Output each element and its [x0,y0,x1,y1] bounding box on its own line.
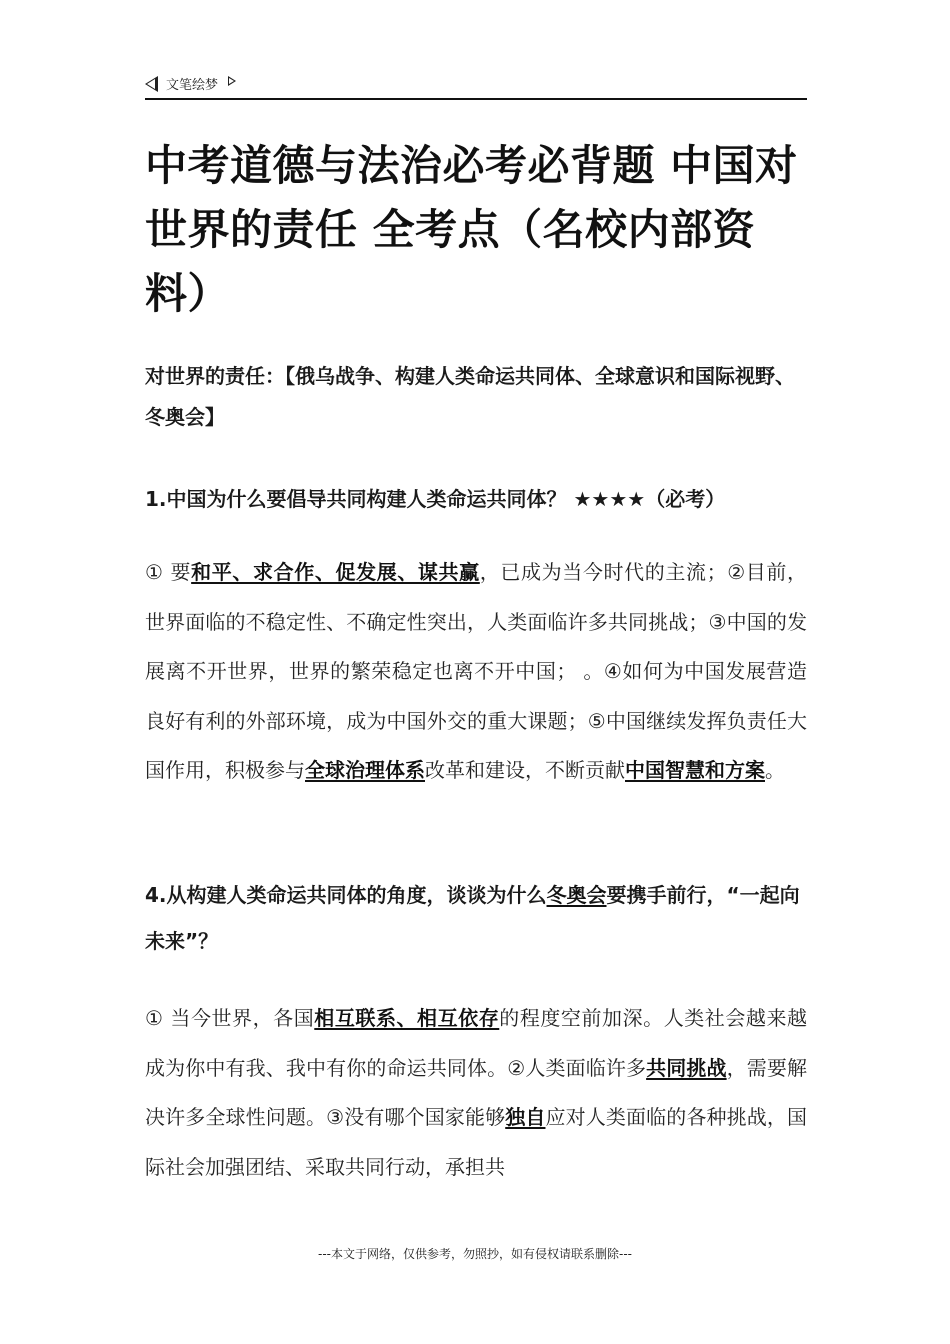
section-heading: 对世界的责任：【俄乌战争、构建人类命运共同体、全球意识和国际视野、冬奥会】 [145,364,795,429]
answer-4-text: ，需要解决许多全球性问题。③没有哪个国家能够 [145,1055,808,1130]
answer-1-keyword: 和平、求合作、促发展、谋共赢 [191,560,480,584]
answer-1-text: 。 [765,758,785,783]
answer-4-keyword: 共同挑战 [646,1055,727,1080]
answer-4-keyword: 相互联系、相互依存 [314,1006,500,1030]
question-4-text: 4.从构建人类命运共同体的角度，谈谈为什么 [145,883,547,907]
header-brand-row [145,74,236,93]
answer-4-text: 应对人类面临的各种挑战，国际社会加强团结、采取共同行动，承担共 [145,1105,808,1179]
answer-1-keyword: 中国智慧和方案 [625,758,765,783]
page-footer: ---本文于网络，仅供参考，勿照抄，如有侵权请联系删除--- [318,1247,632,1261]
left-triangle-icon [145,76,158,92]
right-triangle-icon [228,76,236,86]
brand-name: 文笔绘梦 [166,78,219,93]
answer-4 [145,994,807,1192]
answer-1 [145,548,807,796]
answer-4-keyword: 独自 [505,1105,546,1130]
question-4-keyword: 冬奥会 [546,883,607,907]
page-header [145,72,807,100]
question-4 [145,872,807,964]
answer-1-text: ① 要 [145,560,192,584]
question-4-text: 要携手前行，“一起向未来”？ [145,883,800,953]
answer-4-text: 的程度空前加深。人类社会越来越成为你中有我、我中有你的命运共同体。②人类面临许多 [145,1006,808,1080]
question-1: 1.中国为什么要倡导共同构建人类命运共同体？ ★★★★（必考） [145,487,726,511]
document-title: 中考道德与法治必考必背题 中国对世界的责任 全考点（名校内部资料） [145,141,798,318]
answer-1-text: ，已成为当今时代的主流；②目前，世界面临的不稳定性、不确定性突出，人类面临许多共同挑战；③中国的发展离不开世界，世界的繁荣稳定也离不开中国； 。④如何为中国发展营造良好有利的外部环境，成为中国外交的重大课题；⑤中国继续发挥负责任大国作用，积极参与 [145,560,807,783]
answer-1-text: 改革和建设，不断贡献 [425,758,625,783]
answer-4-text: ① 当今世界，各国 [145,1006,315,1030]
answer-1-keyword: 全球治理体系 [305,758,425,783]
